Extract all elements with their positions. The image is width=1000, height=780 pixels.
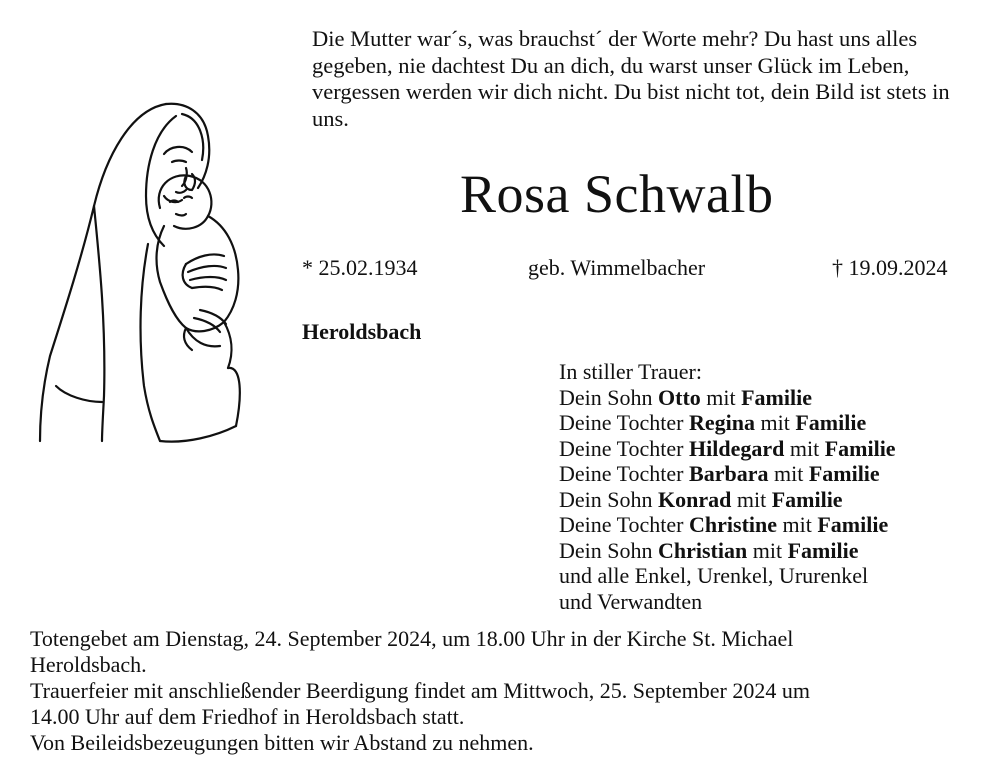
- family-line: Dein Sohn Christian mit Familie: [559, 537, 859, 563]
- family-line: Deine Tochter Hildegard mit Familie: [559, 435, 896, 461]
- service-info: [30, 626, 980, 756]
- birth-date: * 25.02.1934: [302, 255, 418, 280]
- family-line: Deine Tochter Regina mit Familie: [559, 410, 867, 435]
- condolence-notice: Von Beileidsbezeugungen bitten wir Abstand zu nehmen.: [30, 730, 534, 755]
- mourners-list: [559, 359, 896, 614]
- family-line: Deine Tochter Barbara mit Familie: [559, 461, 880, 486]
- family-line: Dein Sohn Otto mit Familie: [559, 384, 812, 410]
- relatives-line: und Verwandten: [559, 588, 703, 614]
- residence-place: Heroldsbach: [302, 319, 422, 344]
- poem-text: Die Mutter war´s, was brauchst´ der Worte mehr? Du hast uns alles gegeben, nie dachtest Du an dich, du warst unser Glück im Leben, vergessen werden wir dich nicht. Du bist nicht tot, dein Bild ist stets in uns.: [312, 26, 950, 131]
- mourning-intro: In stiller Trauer:: [559, 359, 702, 384]
- maiden-name: geb. Wimmelbacher: [528, 255, 706, 280]
- funeral-notice: Trauerfeier mit anschließender Beerdigung findet am Mittwoch, 25. September 2024 um 14.00 Uhr auf dem Friedhof in Heroldsbach statt.: [30, 678, 810, 729]
- madonna-and-child-icon: [36, 96, 276, 446]
- family-line: Deine Tochter Christine mit Familie: [559, 512, 889, 537]
- death-date: † 19.09.2024: [832, 255, 948, 280]
- deceased-name: Rosa Schwalb: [460, 164, 774, 224]
- prayer-notice: Totengebet am Dienstag, 24. September 2024, um 18.00 Uhr in der Kirche St. Michael Heroldsbach.: [30, 626, 794, 677]
- family-line: Dein Sohn Konrad mit Familie: [559, 486, 843, 512]
- grandchildren-line: und alle Enkel, Urenkel, Ururenkel: [559, 563, 869, 588]
